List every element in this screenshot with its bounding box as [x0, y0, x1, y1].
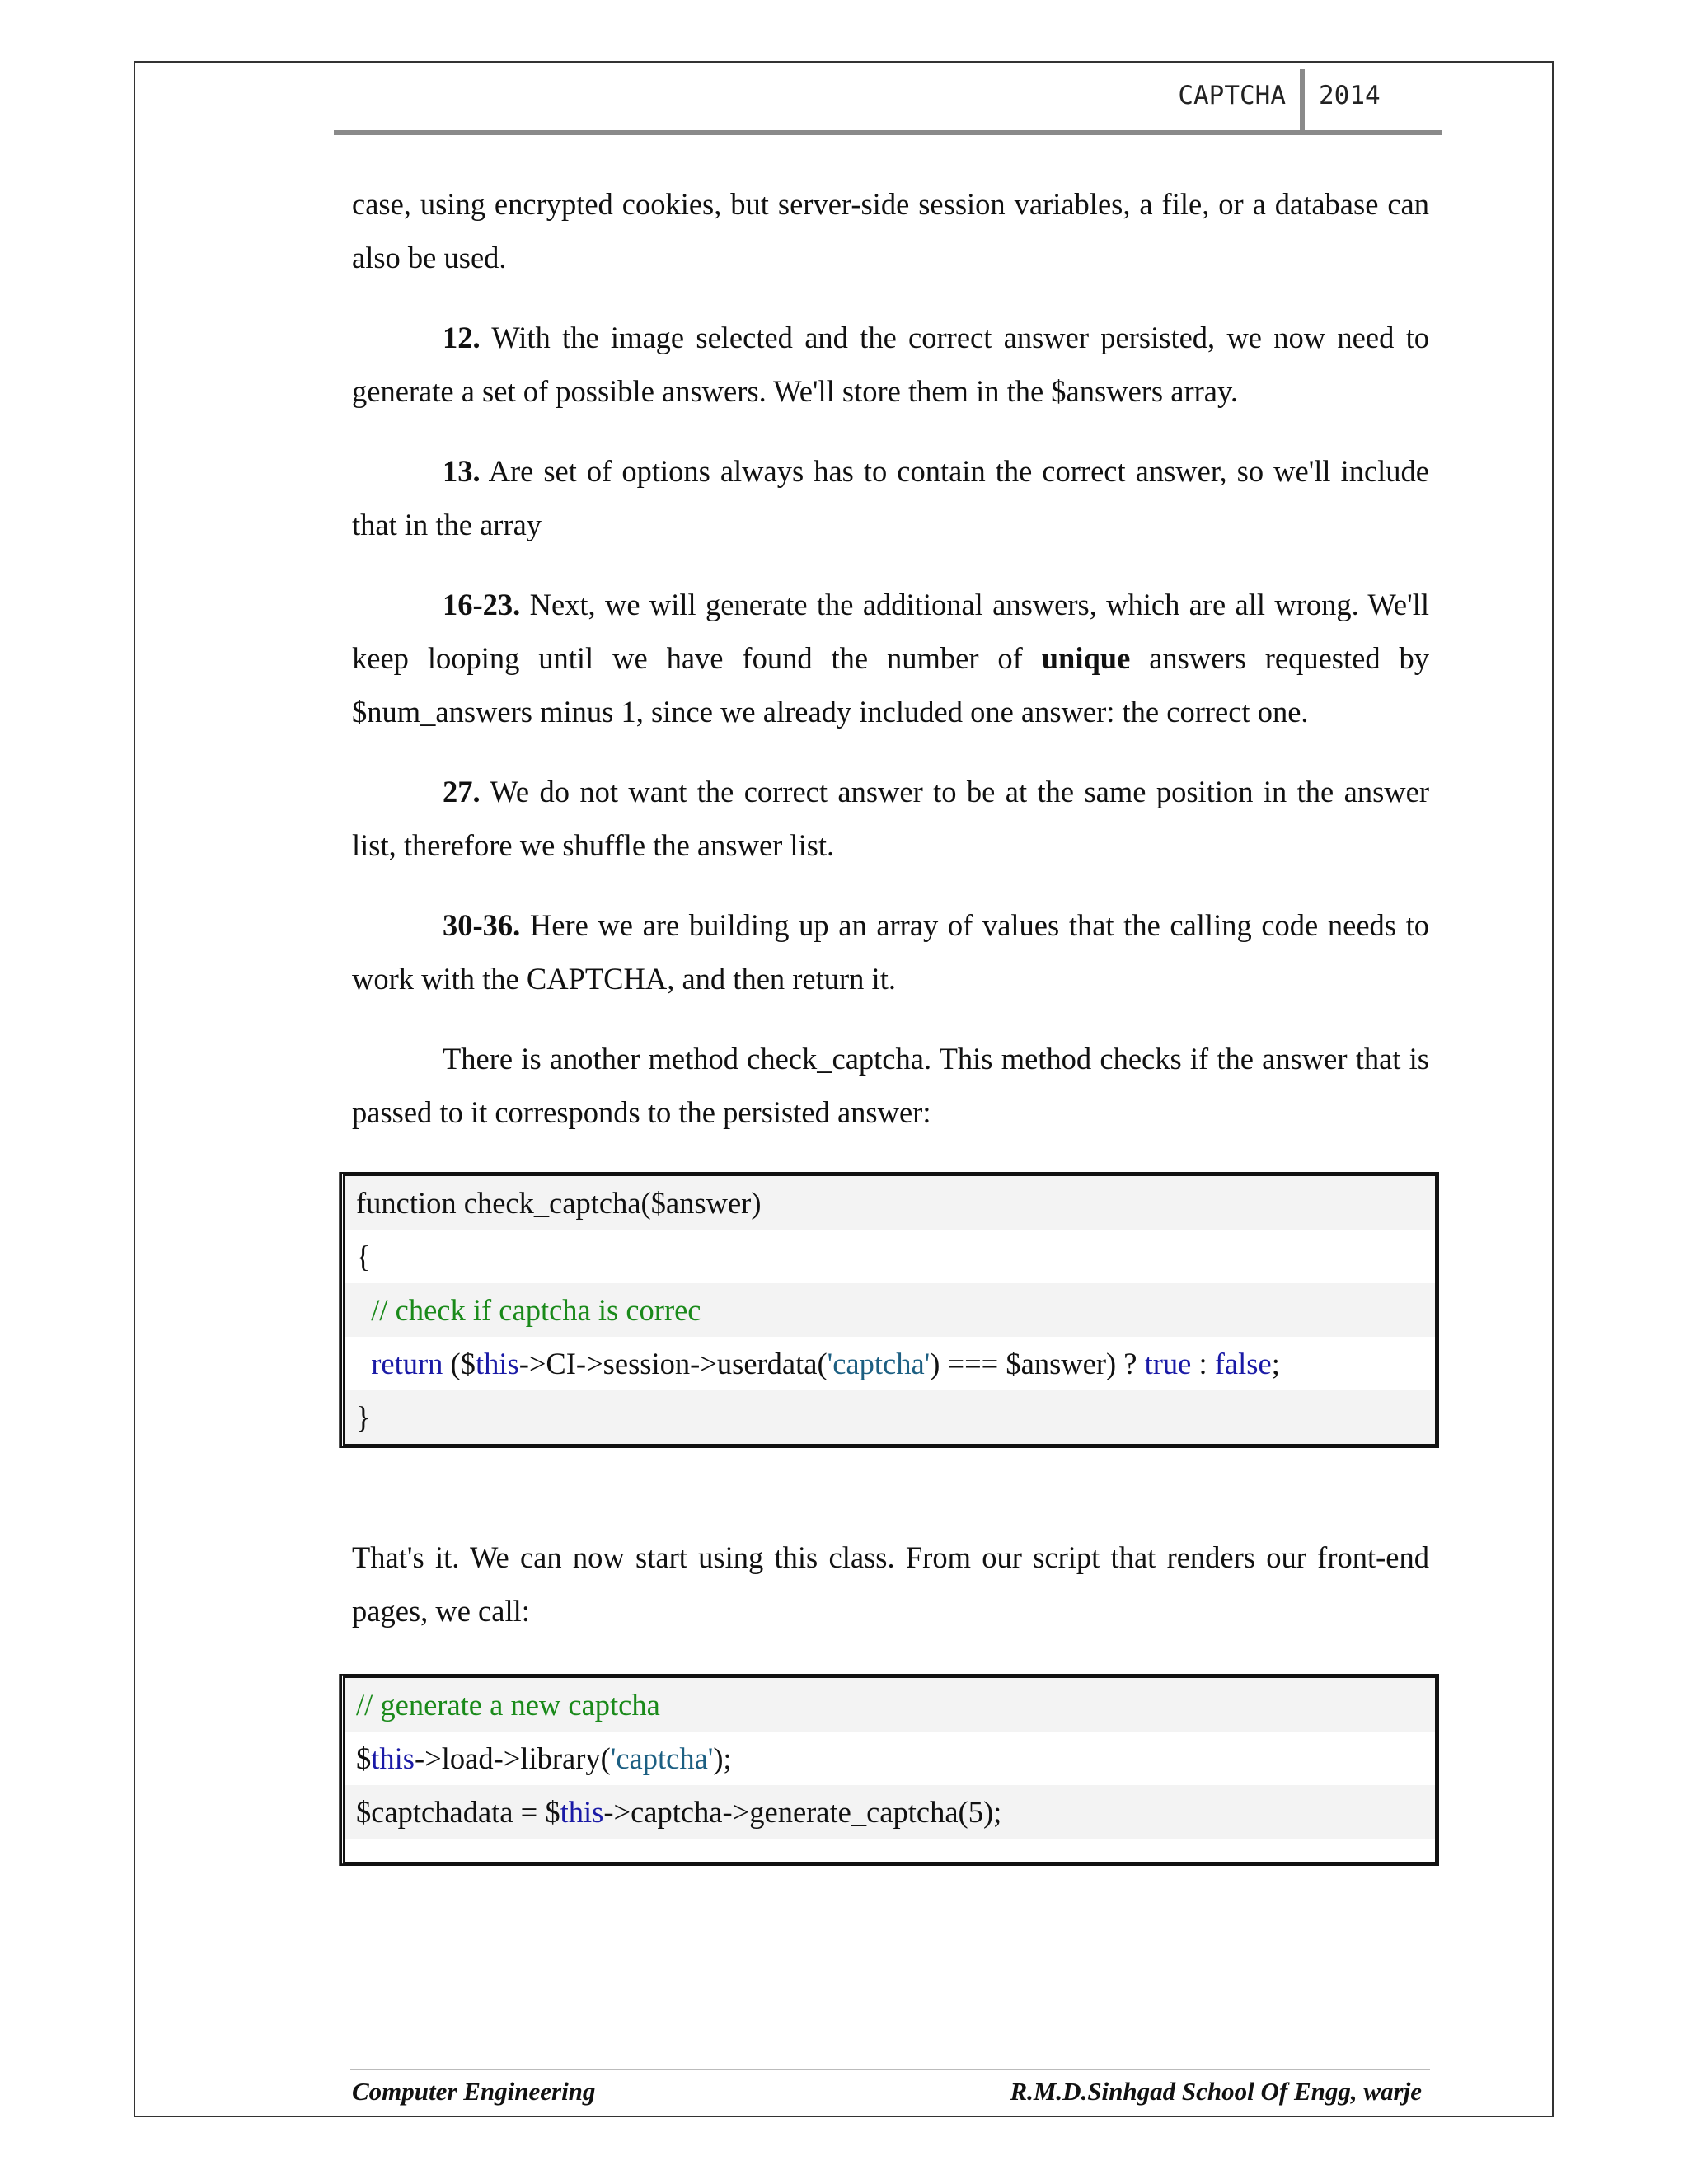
paragraph-step-12: 12. With the image selected and the correct answer persisted, we now need to generate a set of possible answers. We'll store them in the $answers array.: [352, 321, 1429, 408]
code-line: $captchadata = $this->captcha->generate_captcha(5);: [345, 1785, 1435, 1839]
header-year: 2014: [1319, 81, 1381, 110]
step-number: 27.: [443, 775, 481, 808]
step-number: 30-36.: [443, 908, 521, 942]
code-line: function check_captcha($answer): [345, 1176, 1435, 1230]
paragraph: case, using encrypted cookies, but server-side session variables, a file, or a database can also be used.: [352, 187, 1429, 274]
emphasis-unique: unique: [1041, 641, 1131, 675]
header-title: CAPTCHA: [1178, 81, 1286, 110]
code-block-check-captcha: [340, 1172, 1439, 1448]
header-divider: [1300, 69, 1305, 132]
paragraph-step-13: 13. Are set of options always has to contain the correct answer, so we'll include that in the array: [352, 454, 1429, 541]
code-spacer: [345, 1839, 1435, 1862]
code-line: {: [356, 1240, 371, 1273]
code-line: }: [345, 1390, 1435, 1444]
code-line: $this->load->library('captcha');: [356, 1741, 732, 1775]
footer-institution: R.M.D.Sinhgad School Of Engg, warje: [1010, 2077, 1422, 2106]
footer-department: Computer Engineering: [352, 2077, 596, 2106]
header-rule: [334, 130, 1442, 135]
code-comment: // check if captcha is correc: [345, 1283, 1435, 1337]
code-line: return ($this->CI->session->userdata('captcha') === $answer) ? true : false;: [371, 1347, 1280, 1380]
body-text: [352, 177, 1429, 1165]
paragraph-usage: That's it. We can now start using this class. From our script that renders our front-end pages, we call:: [352, 1540, 1429, 1628]
step-number: 16-23.: [443, 588, 521, 621]
paragraph-step-16-23: 16-23. Next, we will generate the additional answers, which are all wrong. We'll keep looping until we have found the number of unique answers requested by $num_answers minus 1, since we already included one answer: the correct one.: [352, 588, 1429, 729]
paragraph-check-captcha: There is another method check_captcha. This method checks if the answer that is passed to it corresponds to the persisted answer:: [352, 1042, 1429, 1129]
step-number: 13.: [443, 454, 481, 488]
page-header: [334, 69, 1442, 135]
step-number: 12.: [443, 321, 481, 354]
page-footer: [350, 2069, 1430, 2111]
code-comment: // generate a new captcha: [345, 1678, 1435, 1732]
paragraph-step-30-36: 30-36. Here we are building up an array of values that the calling code needs to work with the CAPTCHA, and then return it.: [352, 908, 1429, 996]
code-block-usage: [340, 1674, 1439, 1866]
paragraph-step-27: 27. We do not want the correct answer to be at the same position in the answer list, therefore we shuffle the answer list.: [352, 775, 1429, 862]
